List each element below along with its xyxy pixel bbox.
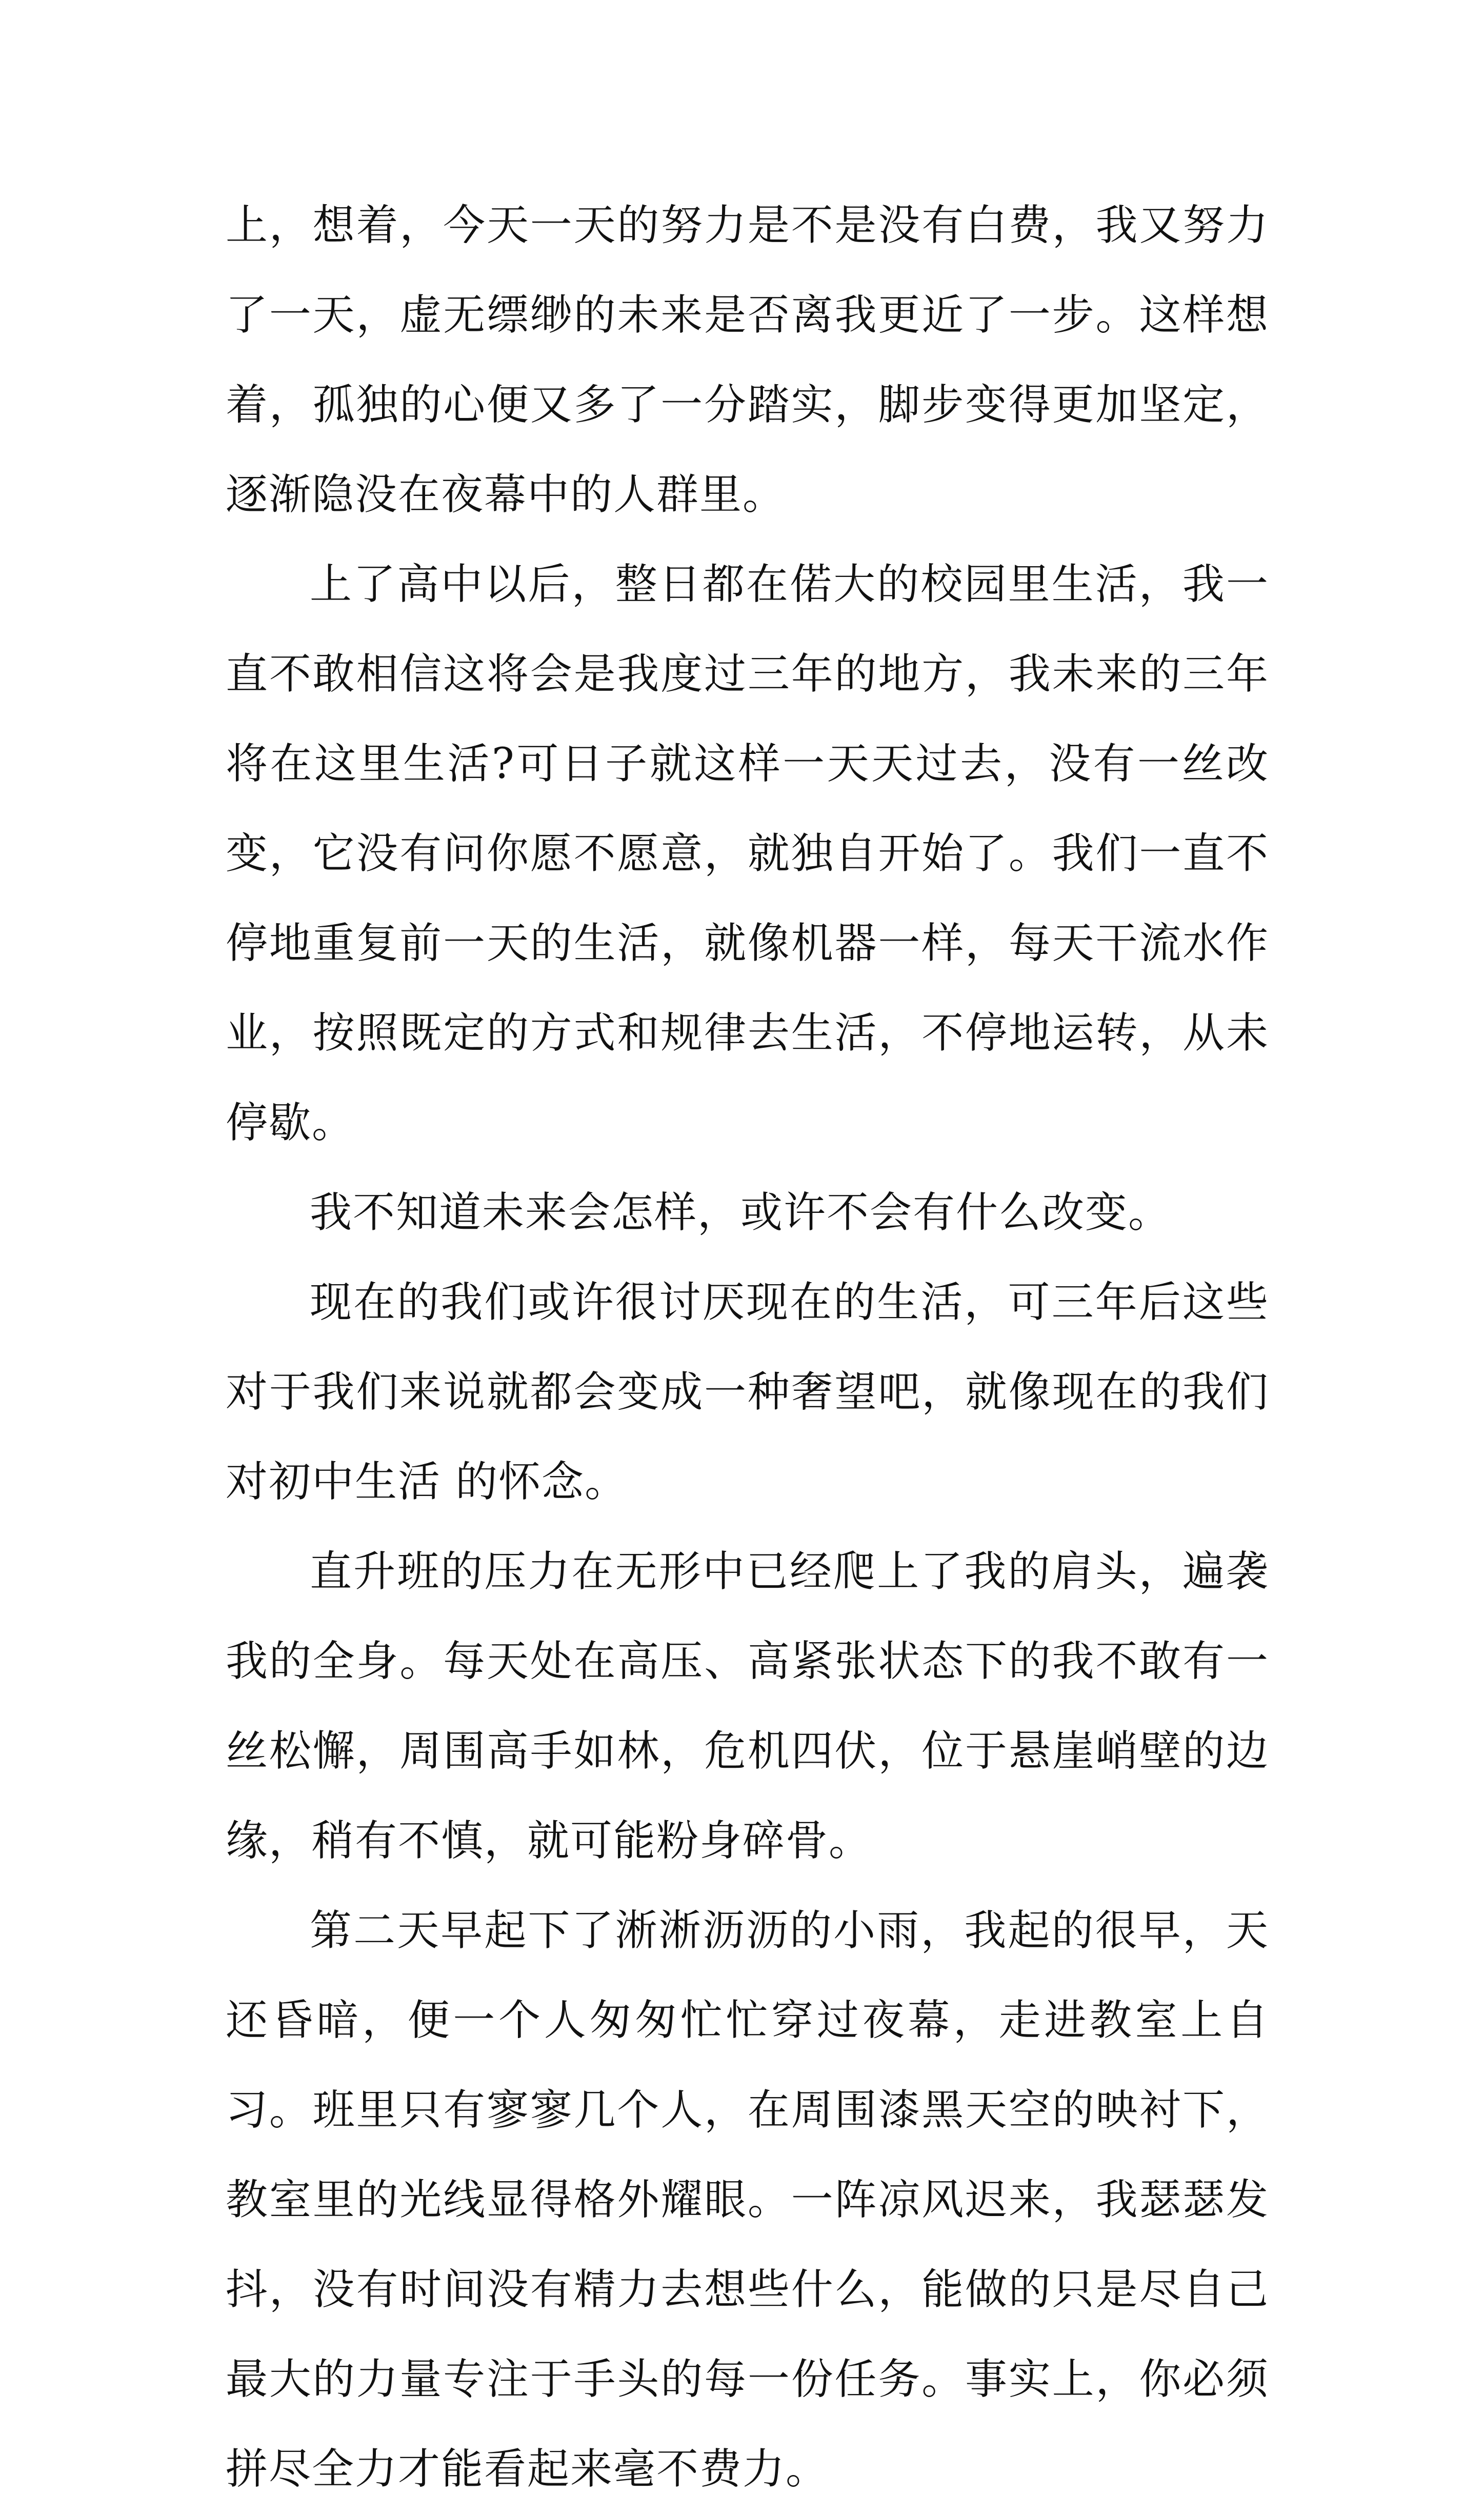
paragraph-5: 直升班的压力在无形中已经爬上了我的肩头，遍袭我的全身。每天处在高压、高紧张状态下的我不敢有一丝松懈，周围高手如林，危机四伏，位于悬崖峭壁的边缘，稍有不慎，就可能粉身碎骨。 <box>226 1547 1269 1865</box>
paragraph-3: 我不知道未来会怎样，或许不会有什么改变。 <box>310 1188 1172 1237</box>
paragraph-4: 现在的我们或许很讨厌现在的生活，可三年后这些对于我们来说就都会变成一种奢望吧，就像现在的我们对初中生活 的怀念。 <box>226 1278 1269 1506</box>
paragraph-6: 第二天早起下了淅淅沥沥的小雨，我起的很早，天还昏暗，便一个人匆匆忙忙穿过夜幕，走进教室上自习。班里只有寥寥几个人，在周围漆黑天空的映衬下，教室里的光线显得格外耀眼。一阵凉风迟来，我瑟瑟发抖，没有时间没有精力去想些什么，能做的只是尽自己最大的力量专注于手头的每一份任务。事实上，你必须拼尽全力才能看起来毫不费力。 <box>226 1906 1269 2493</box>
paragraph-2: 上了高中以后，整日都在偌大的校园里生活，我一直不敢相信这将会是我度过三年的地方，我未来的三年将在这里生活?可日子就这样一天天过去，没有一丝改变，它没有问你愿不愿意，就独自开始了。我们一直不停地重复前一天的生活，就像机器一样，每天干流水作业，按照既定的方式和规律去生活，不停地运转，从未停歇。 <box>226 560 1269 1147</box>
paragraph-1: 上，想着，今天一天的努力是不是没有白费，我又努力了一天，虚无缥缈的未来是否离我更近了一步。这样想着，孤独的心便又多了一分踏实，脚步变得更加坚定，逐渐隐没在夜幕中的人群里。 <box>226 201 1269 519</box>
body-text <box>226 181 1269 2514</box>
